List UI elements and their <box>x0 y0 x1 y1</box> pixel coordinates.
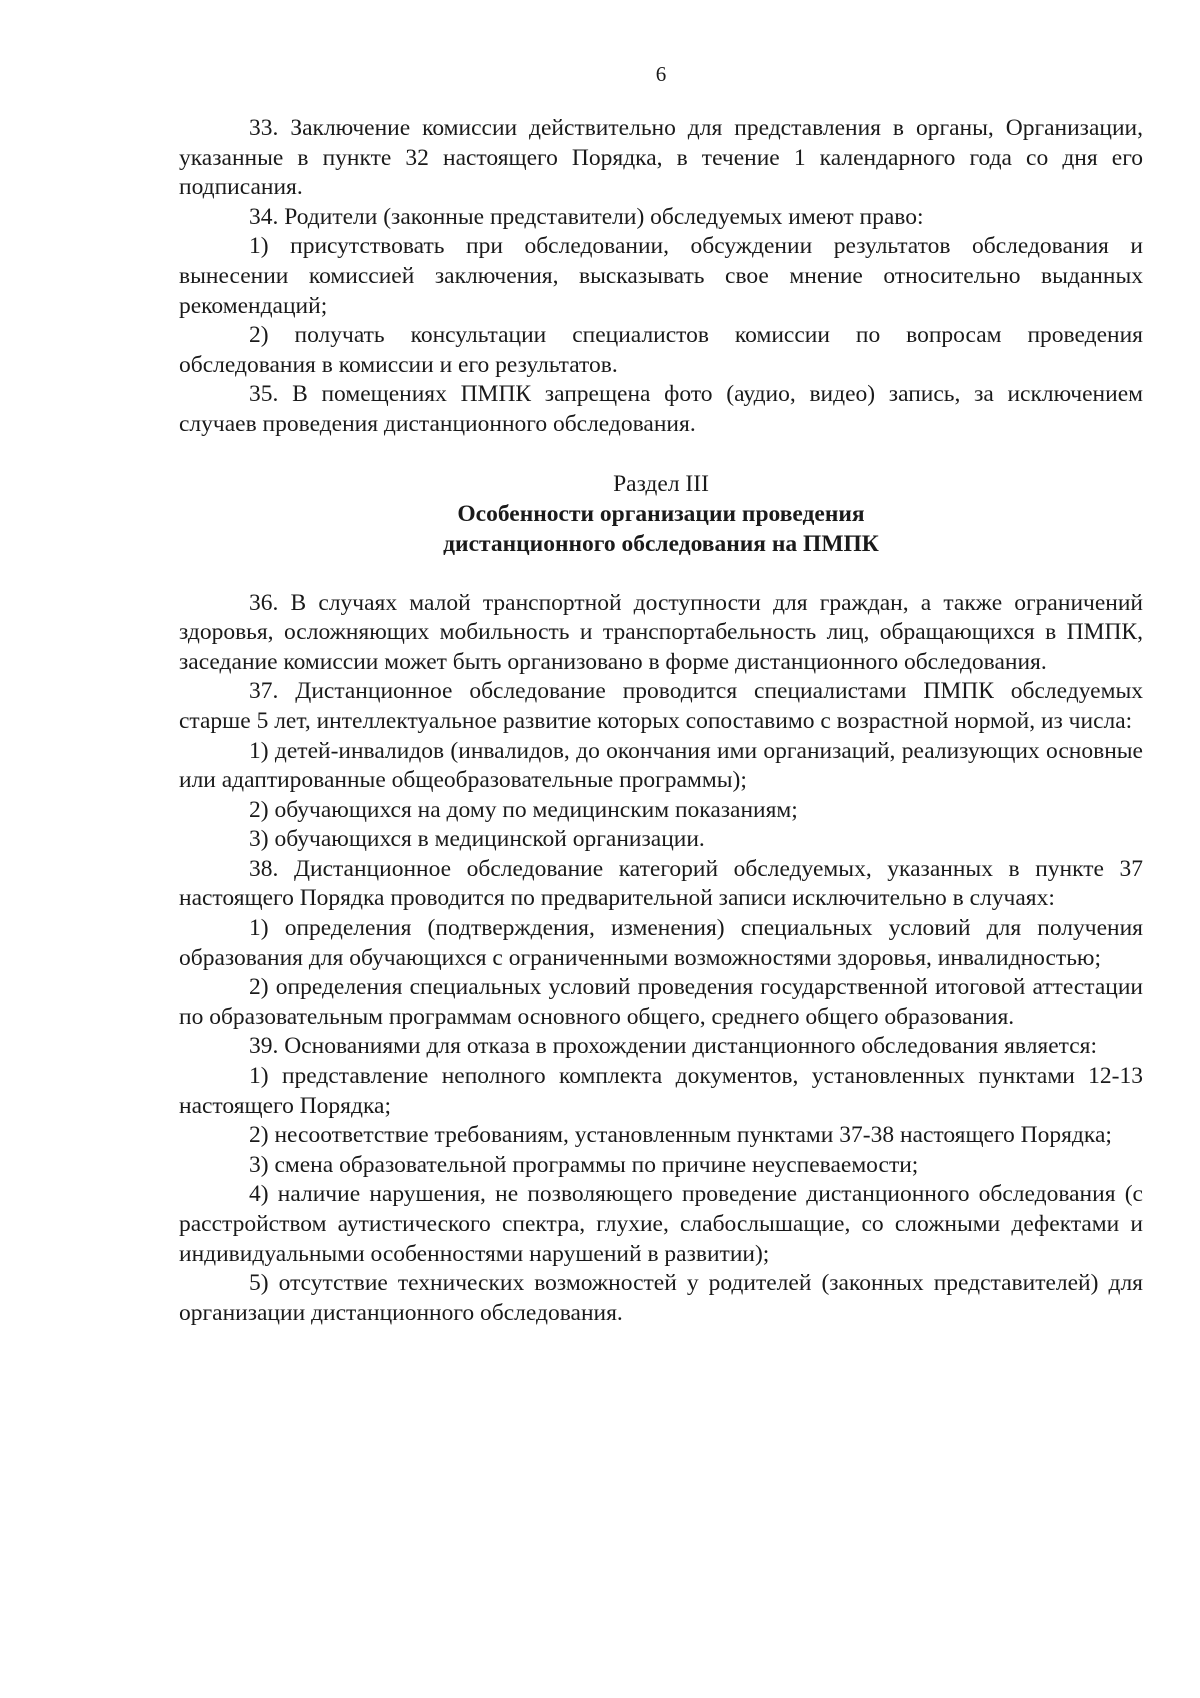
paragraph-33: 33. Заключение комиссии действительно для представления в органы, Организации, указанные в пункте 32 настоящего Порядка, в течение 1 календарного года со дня его подписания. <box>179 115 1143 201</box>
paragraph-39-item-3: 3) смена образовательной программы по причине неуспеваемости; <box>249 1151 919 1178</box>
section-spacer <box>179 559 1143 589</box>
paragraph-38-item-1: 1) определения (подтверждения, изменения) специальных условий для получения образования для обучающихся с ограниченными возможностями здоровья, инвалидностью; <box>179 915 1143 971</box>
paragraph-34-item-1: 1) присутствовать при обследовании, обсуждении результатов обследования и вынесении комиссией заключения, высказывать свое мнение относительно выданных рекомендаций; <box>179 233 1143 319</box>
section-title-line-1: Особенности организации проведения <box>457 500 865 527</box>
paragraph-38: 38. Дистанционное обследование категорий обследуемых, указанных в пункте 37 настоящего Порядка проводится по предварительной записи исключительно в случаях: <box>179 855 1143 912</box>
paragraph-37-item-2: 2) обучающихся на дому по медицинским показаниям; <box>249 796 798 823</box>
paragraph-38-item-2: 2) определения специальных условий проведения государственной итоговой аттестации по образовательным программам основного общего, среднего общего образования. <box>179 974 1143 1030</box>
paragraph-37: 37. Дистанционное обследование проводится специалистами ПМПК обследуемых старше 5 лет, интеллектуальное развитие которых сопоставимо с возрастной нормой, из числа: <box>179 678 1143 734</box>
section-title-line-2: дистанционного обследования на ПМПК <box>443 530 879 557</box>
paragraph-36: 36. В случаях малой транспортной доступности для граждан, а также ограничений здоровья, осложняющих мобильность и транспортабельность лиц, обращающихся в ПМПК, заседание комиссии может быть организовано в форме дистанционного обследования. <box>179 589 1143 675</box>
paragraph-39: 39. Основаниями для отказа в прохождении дистанционного обследования является: <box>249 1033 1097 1060</box>
paragraph-34: 34. Родители (законные представители) обследуемых имеют право: <box>249 203 924 230</box>
paragraph-39-item-1: 1) представление неполного комплекта документов, установленных пунктами 12-13 настоящего Порядка; <box>179 1063 1143 1119</box>
paragraph-39-item-5: 5) отсутствие технических возможностей у родителей (законных представителей) для организации дистанционного обследования. <box>179 1270 1143 1326</box>
page-number: 6 <box>655 62 667 86</box>
paragraph-39-item-2: 2) несоответствие требованиям, установленным пунктами 37-38 настоящего Порядка; <box>249 1122 1112 1149</box>
paragraph-34-item-2: 2) получать консультации специалистов комиссии по вопросам проведения обследования в комиссии и его результатов. <box>179 322 1143 378</box>
paragraph-37-item-1: 1) детей-инвалидов (инвалидов, до окончания ими организаций, реализующих основные или адаптированные общеобразовательные программы); <box>179 737 1143 794</box>
section-heading <box>179 469 1143 559</box>
paragraph-39-item-4: 4) наличие нарушения, не позволяющего проведение дистанционного обследования (с расстройством аутистического спектра, глухие, слабослышащие, со сложными дефектами и индивидуальными особенностями нарушений в развитии); <box>179 1181 1143 1267</box>
section-label: Раздел III <box>613 470 709 497</box>
document-body <box>179 114 1143 1328</box>
paragraph-37-item-3: 3) обучающихся в медицинской организации. <box>249 826 705 853</box>
paragraph-35: 35. В помещениях ПМПК запрещена фото (аудио, видео) запись, за исключением случаев проведения дистанционного обследования. <box>179 381 1143 437</box>
